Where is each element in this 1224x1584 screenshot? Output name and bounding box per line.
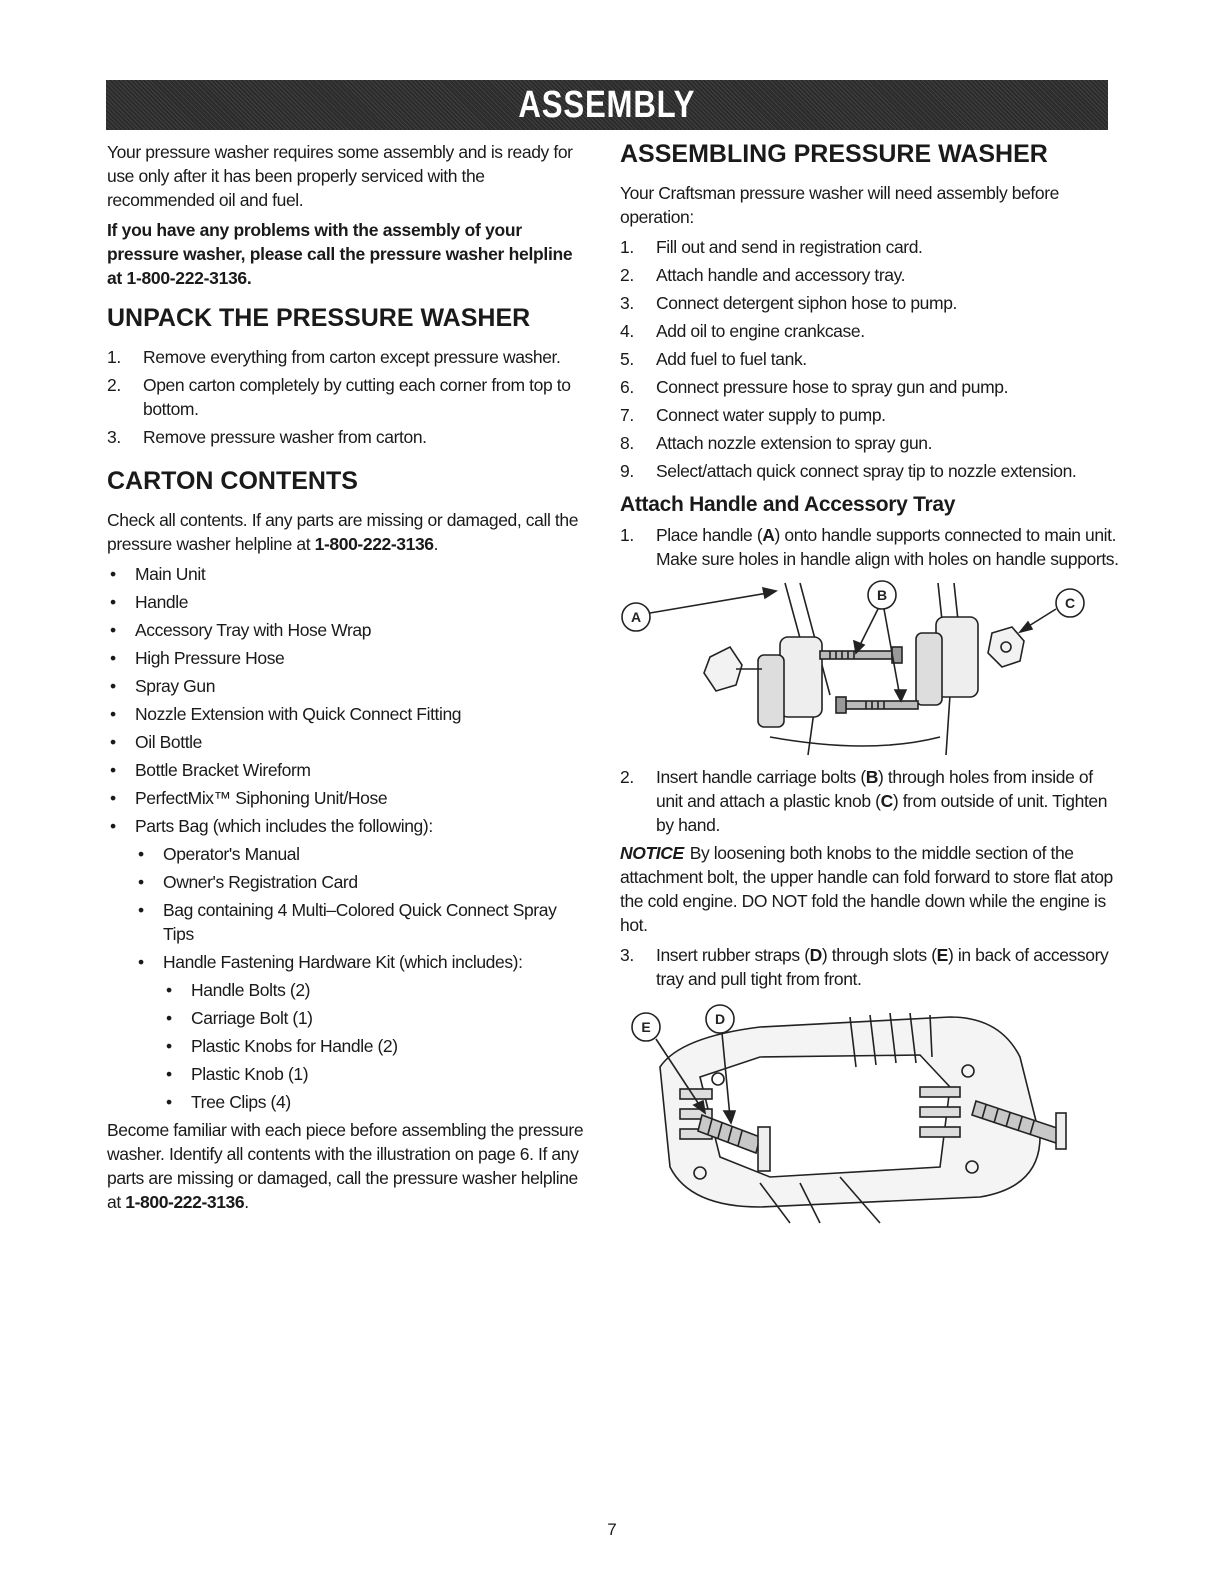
attach-steps [620, 523, 1120, 571]
list-item: • Handle Fastening Hardware Kit (which includes): [107, 950, 589, 974]
page-number: 7 [607, 1520, 617, 1539]
list-item: • High Pressure Hose [107, 646, 589, 670]
right-column [620, 140, 1120, 1235]
assembly-step: 1. Fill out and send in registration card. [620, 237, 923, 257]
assembly-step: 4. Add oil to engine crankcase. [620, 321, 865, 341]
unpack-step: 1. Remove everything from carton except pressure washer. [107, 347, 561, 367]
attach-heading: Attach Handle and Accessory Tray [620, 493, 956, 516]
unpack-heading: UNPACK THE PRESSURE WASHER [107, 304, 531, 332]
accessory-tray-figure [620, 997, 1120, 1227]
callout-d-label: D [714, 1011, 726, 1027]
list-item: • Handle Bolts (2) [107, 978, 589, 1002]
unpack-step: 2. Open carton completely by cutting each corner from top to bottom. [107, 375, 571, 419]
list-item: • PerfectMix™ Siphoning Unit/Hose [107, 786, 589, 810]
helpline-note: If you have any problems with the assembly of your pressure washer, please call the pressure washer helpline at 1-800-222-3136. [107, 220, 573, 288]
helpline-phone: 1-800-222-3136 [314, 534, 434, 554]
intro-paragraph: Your pressure washer requires some assembly and is ready for use only after it has been properly serviced with the recommended oil and fuel. [107, 142, 573, 210]
assembly-step: 6. Connect pressure hose to spray gun and pump. [620, 377, 1009, 397]
helpline-phone: 1-800-222-3136 [125, 1192, 245, 1212]
unpack-steps [107, 345, 589, 449]
attach-step: 2. Insert handle carriage bolts (B) through holes from inside of unit and attach a plastic knob (C) from outside of unit. Tighten by hand. [620, 767, 1108, 835]
section-banner [106, 80, 1108, 130]
notice-paragraph: NOTICE By loosening both knobs to the middle section of the attachment bolt, the upper handle can fold forward to store flat atop the cold engine. DO NOT fold the handle down while the engine is hot. [620, 843, 1113, 935]
assembly-step: 3. Connect detergent siphon hose to pump. [620, 293, 957, 313]
list-item: • Oil Bottle [107, 730, 589, 754]
attach-step: 1. Place handle (A) onto handle supports connected to main unit. Make sure holes in handle align with holes on handle supports. [620, 525, 1119, 569]
callout-b-label: B [876, 587, 888, 603]
list-item: • Parts Bag (which includes the following): [107, 814, 589, 838]
list-item: • Accessory Tray with Hose Wrap [107, 618, 589, 642]
attach-steps-continued [620, 765, 1120, 837]
section-title: ASSEMBLY [518, 83, 696, 126]
handle-assembly-figure [620, 577, 1120, 757]
parts-bag-items [107, 842, 589, 974]
hardware-kit-items [107, 978, 589, 1114]
assembly-step: 2. Attach handle and accessory tray. [620, 265, 906, 285]
attach-steps-final [620, 943, 1120, 991]
assembly-step: 7. Connect water supply to pump. [620, 405, 886, 425]
assembling-heading: ASSEMBLING PRESSURE WASHER [620, 140, 1048, 168]
assembling-intro: Your Craftsman pressure washer will need assembly before operation: [620, 183, 1059, 227]
notice-label: NOTICE [620, 843, 684, 863]
list-item: • Nozzle Extension with Quick Connect Fitting [107, 702, 589, 726]
assembly-step: 8. Attach nozzle extension to spray gun. [620, 433, 933, 453]
left-column [107, 140, 589, 1220]
unpack-step: 3. Remove pressure washer from carton. [107, 427, 427, 447]
list-item: • Plastic Knob (1) [107, 1062, 589, 1086]
list-item: • Spray Gun [107, 674, 589, 698]
closing-paragraph: Become familiar with each piece before assembling the pressure washer. Identify all contents with the illustration on page 6. If any parts are missing or damaged, call the pressure washer helpline at 1-800-222-3136. [107, 1120, 584, 1212]
list-item: • Bottle Bracket Wireform [107, 758, 589, 782]
assembly-step: 9. Select/attach quick connect spray tip to nozzle extension. [620, 461, 1077, 481]
list-item: • Main Unit [107, 562, 589, 586]
callout-e-label: E [641, 1019, 651, 1035]
list-item: • Plastic Knobs for Handle (2) [107, 1034, 589, 1058]
assembly-step: 5. Add fuel to fuel tank. [620, 349, 807, 369]
list-item: • Carriage Bolt (1) [107, 1006, 589, 1030]
callout-c-label: C [1064, 595, 1076, 611]
list-item: • Tree Clips (4) [107, 1090, 589, 1114]
carriage-bolt-lower [836, 697, 918, 713]
carton-intro: Check all contents. If any parts are missing or damaged, call the pressure washer helpline at 1-800-222-3136. [107, 510, 579, 554]
callout-a-label: A [630, 609, 642, 625]
assembling-steps [620, 235, 1120, 483]
list-item: • Owner's Registration Card [107, 870, 589, 894]
attach-step: 3. Insert rubber straps (D) through slots (E) in back of accessory tray and pull tight from front. [620, 945, 1109, 989]
carton-items [107, 562, 589, 838]
list-item: • Bag containing 4 Multi–Colored Quick Connect Spray Tips [107, 898, 589, 946]
carriage-bolt-upper [820, 647, 902, 663]
list-item: • Handle [107, 590, 589, 614]
list-item: • Operator's Manual [107, 842, 589, 866]
handle-left-support [780, 637, 822, 717]
carton-heading: CARTON CONTENTS [107, 467, 358, 495]
